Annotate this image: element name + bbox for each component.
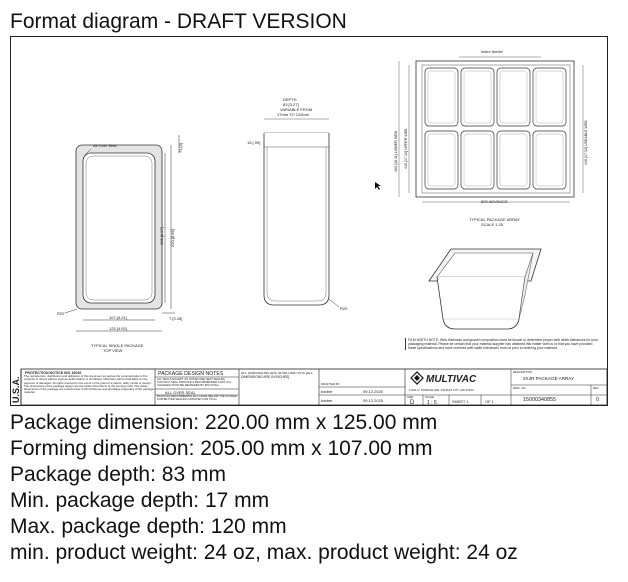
seal-type: ALL OVER SEAL — [165, 390, 196, 395]
top-view — [57, 135, 183, 353]
design-notes-box — [157, 378, 239, 389]
spec-package-depth: Package depth: 83 mm — [10, 463, 226, 486]
notice-text-2: The dimensions of the package design are the inside dimensions of the forming mold. The inside dimensions of the package are reduced due to film thickness and shrinkage properties of the package material. — [24, 383, 154, 395]
drawing-canvas — [11, 37, 609, 407]
dim-top-inner: 71.[3] — [178, 142, 183, 153]
drafter-1: barber — [321, 389, 333, 394]
multivac-logo — [411, 372, 477, 385]
dim-inner-height: 205.[8.07] — [159, 227, 164, 245]
page-title: Format diagram - DRAFT VERSION — [10, 10, 347, 33]
design-notes-header: PACKAGE DESIGN NOTES — [158, 371, 224, 377]
seal-note-box — [157, 395, 239, 405]
top-radius-label: R20 — [57, 311, 65, 316]
array-view — [375, 49, 588, 227]
depth-line-3: VARIABLE FROM — [280, 107, 313, 112]
rev-label: REV — [593, 386, 599, 390]
iso-tray — [429, 249, 541, 329]
logo-text: MULTIVAC — [426, 374, 477, 385]
description-value: 2X4R PACKAGE ARRAY — [523, 376, 575, 381]
title-block — [21, 369, 607, 406]
format-drawing — [10, 36, 608, 406]
dim-useable-web: 440.[17.32] USEABLE WEB — [584, 120, 588, 165]
film-note-box — [405, 338, 601, 366]
date-2: 09.12.2020 — [363, 398, 384, 403]
array-cavities — [425, 68, 566, 189]
dim-flange: 7.[0.28] — [169, 316, 183, 321]
advance-label: 500 ADVANCE — [481, 199, 508, 204]
depth-line-2: 83.[3.27] — [283, 102, 299, 107]
cursor-icon — [375, 182, 381, 190]
depth-line-1: DEPTH — [283, 97, 297, 102]
dim-lower-web: 460.[18.11] LOWER WEB — [394, 130, 398, 172]
dim-total-height: 220.[8.66] — [170, 229, 175, 247]
spec-max-depth: Max. package depth: 120 mm — [10, 515, 287, 538]
dim-outer-width: 125.[4.92] — [109, 326, 127, 331]
spec-list — [10, 410, 518, 566]
notice-text: The reproduction, distribution and utilization of this document as well as the communication of its contents to others without express authorization is prohibited. Offenders will be held liable for the payment of damages. All rights reserved in the event of the grant of a patent, utility model or design. — [24, 375, 152, 385]
spec-forming-dimension: Forming dimension: 205.00 mm x 107.00 mm — [10, 437, 433, 460]
array-caption-1: TYPICAL PACKAGE ARRAY — [469, 217, 521, 222]
dimensions-note-box — [241, 372, 319, 386]
depth-line-4: 17mm TO 120mm — [277, 112, 310, 117]
scale-label: SCALE — [425, 395, 435, 399]
protection-notice: PROTECTION NOTICE ISO 16016 — [25, 371, 82, 375]
scale-value: 1 : 5 — [427, 400, 437, 406]
dwg-number: 15000340855 — [523, 397, 556, 403]
size-value: D — [410, 400, 415, 406]
design-notes-text: ALL SEALS EXCEPT AS NOTED ARE HEAT SEALED. CONTACT SEAL INDICATE A RECOMMENDED LIMIT. ALL CHANGES MUST BE REVIEWED BY MULTIVAC. — [157, 378, 232, 388]
side-radius-label: R20 — [340, 306, 348, 311]
sheet-of: OF 1 — [485, 399, 494, 404]
spec-package-dimension: Package dimension: 220.00 mm x 125.00 mm — [10, 411, 438, 434]
dim-15: 15.[.59] — [247, 140, 261, 145]
side-view — [247, 97, 348, 311]
drafted-by-label: DRAFTED BY — [321, 382, 341, 386]
dim-inner-width: 107.[4.21] — [109, 315, 127, 320]
dimensions-note: ALL DIMENSIONS ARE IN MILLIMETERS [ALL DIMENSIONS ARE IN INCHES] — [241, 372, 313, 379]
array-top-label: index feeder — [481, 49, 504, 54]
seal-label: All Over Seal — [93, 143, 117, 148]
spec-weights: min. product weight: 24 oz, max. product weight: 24 oz — [10, 541, 518, 564]
top-view-caption-2: TOP VIEW — [103, 348, 123, 353]
country-label: U.S.A. — [11, 376, 21, 403]
spec-min-depth: Min. package depth: 17 mm — [10, 489, 270, 512]
top-view-caption-1: TYPICAL SINGLE PACKAGE — [91, 343, 144, 348]
company-address: 11021 N. POMONA AVE, KANSAS CITY, MO 64153 — [409, 388, 474, 392]
dwg-label: DWG. NO. — [513, 386, 527, 390]
seal-note: MULTIVAC RECOMMENDS FILL LEVEL BELOW THE FLANGE FOR BETTER SEALING UPDATED FOR 76mm — [157, 395, 237, 402]
film-note: FILM WIDTH NOTE: Web thickness and gusset composition must be known to determine proper web width tolerances for your packaging material. Please be certain that your material supplier has obtained this matter with us or that you have provided these specifications and have received web width tolerances from us prior to ordering your material. — [405, 338, 601, 350]
dim-upper-web: 440.[17.32] UPPER WEB — [404, 128, 408, 169]
drafter-2: barber — [321, 398, 333, 403]
sheet-value: SHEET 1 — [452, 399, 469, 404]
notice-text-box — [24, 375, 154, 405]
array-caption-2: SCALE 1:25 — [481, 222, 504, 227]
description-label: DESCRIPTION — [513, 370, 533, 374]
rev-value: 0 — [596, 397, 599, 403]
date-1: 09.12.2020 — [363, 389, 384, 394]
size-label: SIZE — [407, 395, 414, 399]
